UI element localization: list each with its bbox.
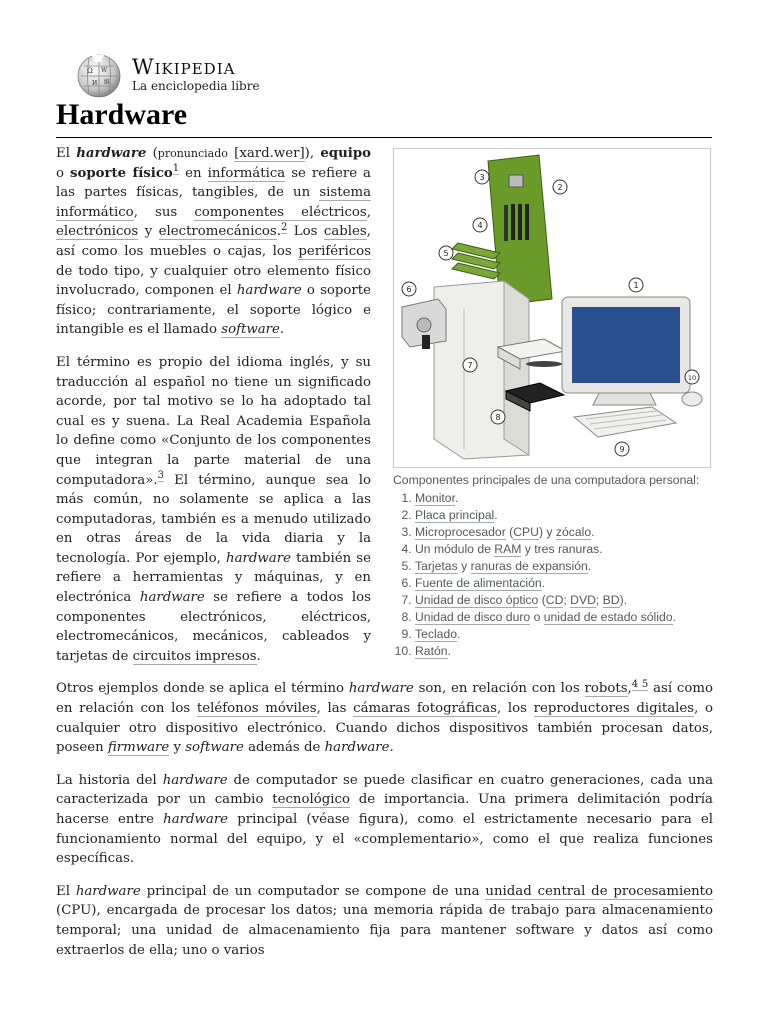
link-robots[interactable]: robots bbox=[584, 681, 628, 697]
wikipedia-logo[interactable] bbox=[74, 52, 274, 102]
link-cd[interactable]: CD bbox=[545, 593, 564, 607]
link-cpu[interactable]: CPU bbox=[513, 525, 539, 539]
page-title: Hardware bbox=[56, 98, 188, 131]
ref-3[interactable]: 3 bbox=[157, 470, 164, 482]
link-componentes-electricos[interactable]: componentes eléctricos bbox=[194, 204, 367, 220]
computer-components-illustration bbox=[394, 149, 710, 467]
list-item: 5. Tarjetas y ranuras de expansión. bbox=[415, 558, 713, 575]
link-cpu-article[interactable]: unidad central de procesamiento bbox=[485, 883, 713, 899]
wordmark: Wikipedia bbox=[132, 55, 236, 79]
link-software[interactable]: software bbox=[221, 322, 280, 338]
callout-3: 3 bbox=[479, 173, 485, 182]
ref-2[interactable]: 2 bbox=[280, 221, 288, 233]
callout-4: 4 bbox=[477, 221, 483, 230]
list-item: 3. Microprocesador (CPU) y zócalo. bbox=[415, 524, 713, 541]
paragraph-2: El término es propio del idioma inglés, y su traducción al español no tiene un significado acorde, por tal motivo se lo ha adoptado tal cual es y suena. La Real Academia Española lo define como «Conjunto de los componentes que integran la parte material de una computadora».$^3$ El término, aunque sea lo más común, no solamente se aplica a las computadoras, también es a menudo utilizado en otras áreas de la vida diaria y la tecnología. Por ejemplo, hardware también se refiere a herramientas y máquinas, y en electrónica hardware se refiere a todos los componentes electrónicos, eléctricos, electromecánicos, mecánicos, cableados y tarjetas de circuitos impresos. bbox=[56, 354, 372, 664]
ref-4-5[interactable]: 4 5 bbox=[631, 679, 649, 691]
link-telefonos-moviles[interactable]: teléfonos móviles bbox=[196, 701, 317, 717]
link-teclado[interactable]: Teclado bbox=[415, 627, 458, 641]
tagline: La enciclopedia libre bbox=[132, 79, 260, 93]
paragraph-3: Otros ejemplos donde se aplica el término hardware son, en relación con los robots,$^{4 5}$ así como en relación con los teléfonos móviles, las cámaras fotográficas, los reproductores digitales, o cualquier otro dispositivo electrónico. Cuando dichos dispositivos también procesan datos, poseen firmware y software además de hardware. bbox=[56, 679, 713, 756]
link-perifericos[interactable]: periféricos bbox=[298, 243, 371, 259]
link-fuente-alimentacion[interactable]: Fuente de alimentación bbox=[415, 576, 542, 590]
link-raton[interactable]: Ratón bbox=[415, 644, 448, 658]
callout-5: 5 bbox=[443, 249, 449, 258]
link-zocalo[interactable]: zócalo bbox=[555, 525, 592, 539]
list-item: 1. Monitor. bbox=[415, 490, 713, 507]
article-body bbox=[56, 144, 713, 973]
list-item: 7. Unidad de disco óptico (CD; DVD; BD). bbox=[415, 592, 713, 609]
caption-text: Componentes principales de una computadora personal: bbox=[393, 473, 700, 487]
list-item: 2. Placa principal. bbox=[415, 507, 713, 524]
callout-8: 8 bbox=[495, 413, 501, 422]
callout-6: 6 bbox=[406, 285, 412, 294]
list-item: 10. Ratón. bbox=[415, 643, 713, 660]
list-item: 9. Teclado. bbox=[415, 626, 713, 643]
svg-text:維: 維 bbox=[104, 79, 111, 86]
link-placa-principal[interactable]: Placa principal bbox=[415, 508, 495, 522]
link-reproductores-digitales[interactable]: reproductores digitales bbox=[533, 701, 695, 717]
link-disco-optico[interactable]: Unidad de disco óptico bbox=[415, 593, 539, 607]
svg-text:И: И bbox=[92, 80, 98, 87]
link-ram[interactable]: RAM bbox=[494, 542, 522, 556]
callout-10: 10 bbox=[687, 374, 697, 382]
callout-9: 9 bbox=[619, 445, 625, 454]
list-item: 4. Un módulo de RAM y tres ranuras. bbox=[415, 541, 713, 558]
link-tecnologico[interactable]: tecnológico bbox=[272, 792, 350, 808]
title-divider bbox=[56, 137, 712, 138]
link-pronunciation[interactable]: [xard.wer] bbox=[234, 146, 305, 161]
svg-text:W: W bbox=[101, 67, 108, 74]
figure bbox=[393, 148, 713, 660]
link-circuitos-impresos[interactable]: circuitos impresos bbox=[132, 648, 257, 664]
svg-text:Ω: Ω bbox=[87, 67, 93, 75]
link-monitor[interactable]: Monitor bbox=[415, 491, 455, 505]
ref-1[interactable]: 1 bbox=[172, 163, 180, 175]
link-electromecanicos[interactable]: electromecánicos bbox=[158, 224, 277, 240]
list-item: 6. Fuente de alimentación. bbox=[415, 575, 713, 592]
link-informatica[interactable]: informática bbox=[207, 165, 286, 181]
link-firmware[interactable]: firmware bbox=[107, 740, 170, 756]
link-tarjetas[interactable]: Tarjetas bbox=[415, 559, 458, 573]
link-estado-solido[interactable]: unidad de estado sólido bbox=[543, 610, 673, 624]
puzzle-globe-icon bbox=[74, 52, 124, 98]
figure-image[interactable] bbox=[393, 148, 711, 468]
link-cables[interactable]: cables bbox=[323, 224, 367, 240]
link-sistema-informatico[interactable]: sistema informático bbox=[56, 185, 371, 220]
paragraph-4: La historia del hardware de computador se puede clasificar en cuatro generaciones, cada una caracterizada por un cambio tecnológico de importancia. Una primera delimitación podría hacerse entre hardware principal (véase figura), como el estrictamente necesario para el funcionamiento normal del equipo, y el «complementario», como el que realiza funciones específicas. bbox=[56, 772, 714, 867]
link-ranuras-expansion[interactable]: ranuras de expansión bbox=[470, 559, 588, 573]
callout-7: 7 bbox=[467, 361, 473, 370]
components-list bbox=[393, 490, 713, 660]
paragraph-5: El hardware principal de un computador se compone de una unidad central de procesamiento (CPU), encargada de procesar los datos; una memoria rápida de trabajo para almacenamiento temporal; una unidad de almacenamiento fija para mantener software y datos así como extraerlos de ella; uno o varios bbox=[56, 883, 713, 958]
list-item: 8. Unidad de disco duro o unidad de estado sólido. bbox=[415, 609, 713, 626]
link-microprocesador[interactable]: Microprocesador bbox=[415, 525, 506, 539]
figure-caption bbox=[393, 472, 713, 660]
link-camaras-fotograficas[interactable]: cámaras fotográficas bbox=[353, 701, 497, 717]
paragraph-1: El hardware (pronunciado [xard.wer]), equipo o soporte físico$^1$ en informática se refiere a las partes físicas, tangibles, de un sistema informático, sus componentes eléctricos, electrónicos y electromecánicos.$^2$ Los cables, así como los muebles o cajas, los periféricos de todo tipo, y cualquier otro elemento físico involucrado, componen el hardware o soporte físico; contrariamente, el soporte lógico e intangible es el llamado software. bbox=[56, 146, 371, 338]
callout-2: 2 bbox=[557, 183, 563, 192]
callout-1: 1 bbox=[633, 281, 639, 290]
link-bd[interactable]: BD bbox=[602, 593, 620, 607]
link-dvd[interactable]: DVD bbox=[570, 593, 596, 607]
link-disco-duro[interactable]: Unidad de disco duro bbox=[415, 610, 531, 624]
link-electronicos[interactable]: electrónicos bbox=[56, 224, 139, 240]
